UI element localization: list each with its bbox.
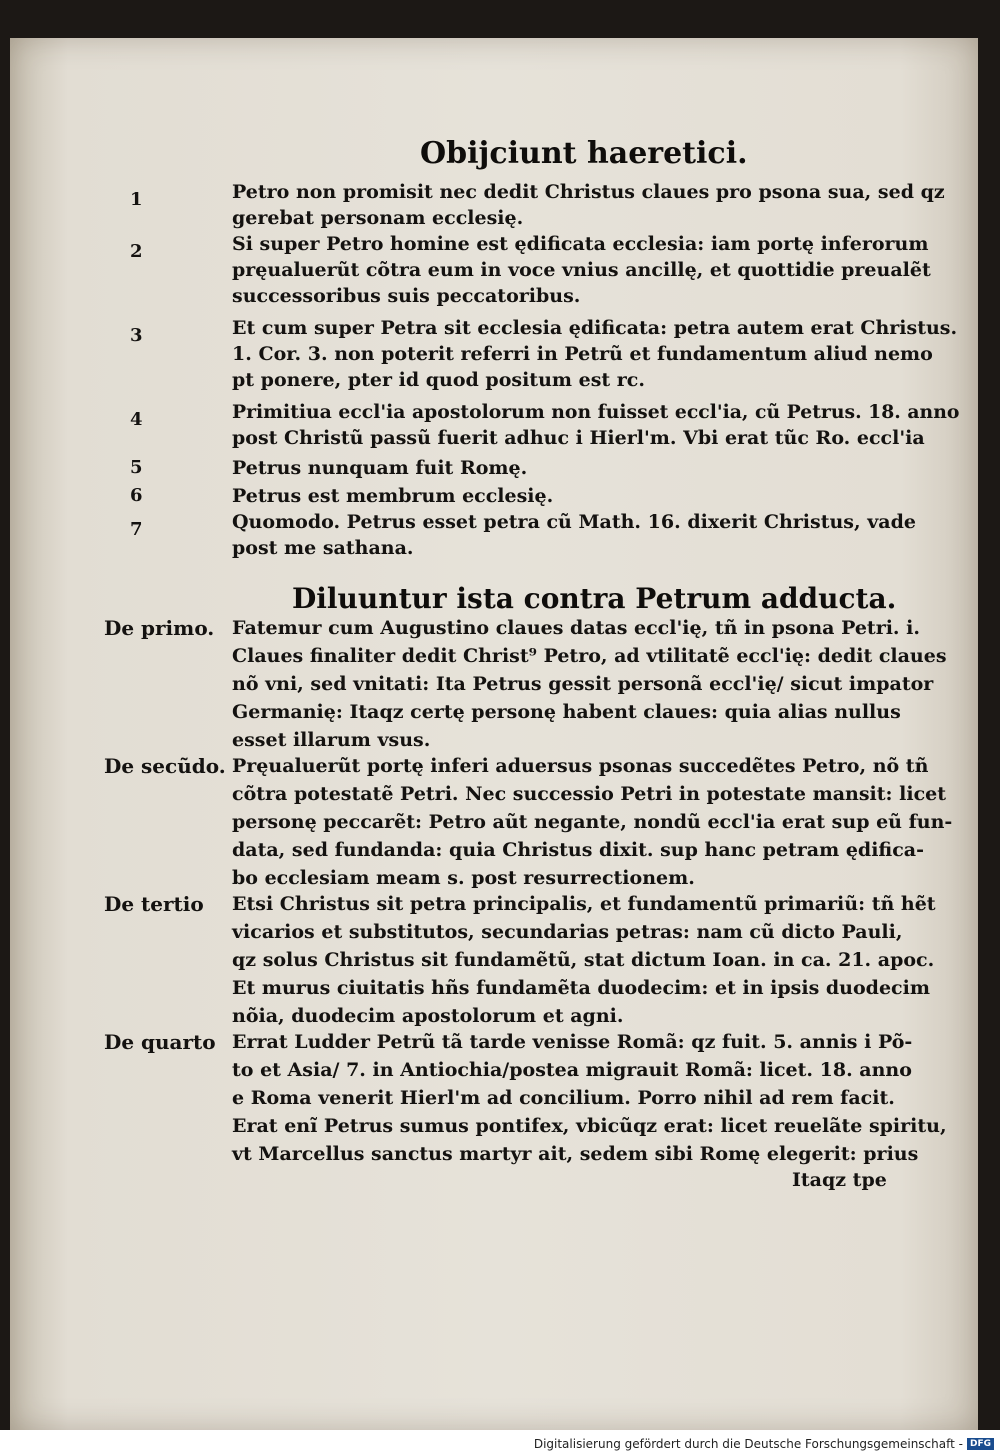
refutation-margin-label: De quarto bbox=[104, 1030, 216, 1054]
objection-line: post Christũ passũ fuerit adhuc i Hierl'm. Vbi erat tũc Ro. eccl'ia bbox=[232, 427, 925, 449]
refutation-line: data, sed fundanda: quia Christus dixit. sup hanc petram ędifica- bbox=[232, 839, 924, 861]
refutation-line: Pręualuerũt portę inferi aduersus psonas succedẽtes Petro, nõ tñ bbox=[232, 755, 929, 777]
refutation-line: qz solus Christus sit fundamẽtũ, stat dictum Ioan. in ca. 21. apoc. bbox=[232, 949, 935, 971]
dfg-logo: DFG bbox=[967, 1438, 994, 1450]
refutation-line: cõtra potestatẽ Petri. Nec successio Petri in potestate mansit: licet bbox=[232, 783, 947, 805]
refutation-line: Etsi Christus sit petra principalis, et fundamentũ primariũ: tñ hẽt bbox=[232, 893, 936, 915]
refutation-line: Germanię: Itaqz certę personę habent claues: quia alias nullus bbox=[232, 701, 901, 723]
footer-text: Digitalisierung gefördert durch die Deutsche Forschungsgemeinschaft - bbox=[533, 1437, 963, 1451]
objection-line: Et cum super Petra sit ecclesia ędificata: petra autem erat Christus. bbox=[232, 317, 958, 339]
refutation-margin-label: De primo. bbox=[104, 616, 215, 640]
refutation-line: nõia, duodecim apostolorum et agni. bbox=[232, 1005, 624, 1027]
objection-number: 6 bbox=[130, 485, 143, 506]
heading-refutations: Diluuntur ista contra Petrum adducta. bbox=[292, 582, 897, 615]
objection-number: 7 bbox=[130, 519, 143, 540]
objection-number: 1 bbox=[130, 189, 143, 210]
refutation-line: Erat enĩ Petrus sumus pontifex, vbicũqz erat: licet reuelãte spiritu, bbox=[232, 1115, 947, 1137]
objection-line: Petrus nunquam fuit Romę. bbox=[232, 457, 528, 479]
objection-line: gerebat personam ecclesię. bbox=[232, 207, 524, 229]
refutation-line: Fatemur cum Augustino claues datas eccl'ię, tñ in psona Petri. i. bbox=[232, 617, 920, 639]
refutation-line: nõ vni, sed vnitati: Ita Petrus gessit personã eccl'ię/ sicut impator bbox=[232, 673, 934, 695]
refutation-line: personę peccarẽt: Petro aũt negante, nondũ eccl'ia erat sup eũ fun- bbox=[232, 811, 953, 833]
refutation-line: Et murus ciuitatis hñs fundamẽta duodecim: et in ipsis duodecim bbox=[232, 977, 930, 999]
refutation-line: e Roma venerit Hierl'm ad concilium. Porro nihil ad rem facit. bbox=[232, 1087, 895, 1109]
objection-line: Petro non promisit nec dedit Christus claues pro psona sua, sed qz bbox=[232, 181, 945, 203]
refutation-line: bo ecclesiam meam s. post resurrectionem. bbox=[232, 867, 695, 889]
refutation-line: Claues finaliter dedit Christ⁹ Petro, ad vtilitatẽ eccl'ię: dedit claues bbox=[232, 645, 947, 667]
catchword: Itaqz tpe bbox=[792, 1169, 887, 1191]
heading-objections: Obijciunt haeretici. bbox=[420, 136, 748, 171]
objection-line: 1. Cor. 3. non poterit referri in Petrũ et fundamentum aliud nemo bbox=[232, 343, 933, 365]
objection-number: 2 bbox=[130, 241, 143, 262]
objection-number: 3 bbox=[130, 325, 143, 346]
footer bbox=[534, 1436, 994, 1452]
objection-line: Primitiua eccl'ia apostolorum non fuisset eccl'ia, cũ Petrus. 18. anno bbox=[232, 401, 960, 423]
objection-line: successoribus suis peccatoribus. bbox=[232, 285, 581, 307]
objection-number: 4 bbox=[130, 409, 143, 430]
objection-line: pręualuerũt cõtra eum in voce vnius ancillę, et quottidie preualẽt bbox=[232, 259, 931, 281]
refutation-line: esset illarum vsus. bbox=[232, 729, 431, 751]
refutation-margin-label: De secũdo. bbox=[104, 754, 226, 778]
objection-line: Quomodo. Petrus esset petra cũ Math. 16. dixerit Christus, vade bbox=[232, 511, 916, 533]
refutation-line: vicarios et substitutos, secundarias petras: nam cũ dicto Pauli, bbox=[232, 921, 903, 943]
objection-line: pt ponere, pter id quod positum est rc. bbox=[232, 369, 645, 391]
objection-line: Petrus est membrum ecclesię. bbox=[232, 485, 554, 507]
refutation-line: to et Asia/ 7. in Antiochia/postea migrauit Romã: licet. 18. anno bbox=[232, 1059, 912, 1081]
refutation-line: Errat Ludder Petrũ tã tarde venisse Romã: qz fuit. 5. annis i Põ- bbox=[232, 1031, 913, 1053]
refutation-line: vt Marcellus sanctus martyr ait, sedem sibi Romę elegerit: prius bbox=[232, 1143, 919, 1165]
objection-line: Si super Petro homine est ędificata ecclesia: iam portę inferorum bbox=[232, 233, 929, 255]
refutation-margin-label: De tertio bbox=[104, 892, 204, 916]
objection-number: 5 bbox=[130, 457, 143, 478]
objection-line: post me sathana. bbox=[232, 537, 414, 559]
